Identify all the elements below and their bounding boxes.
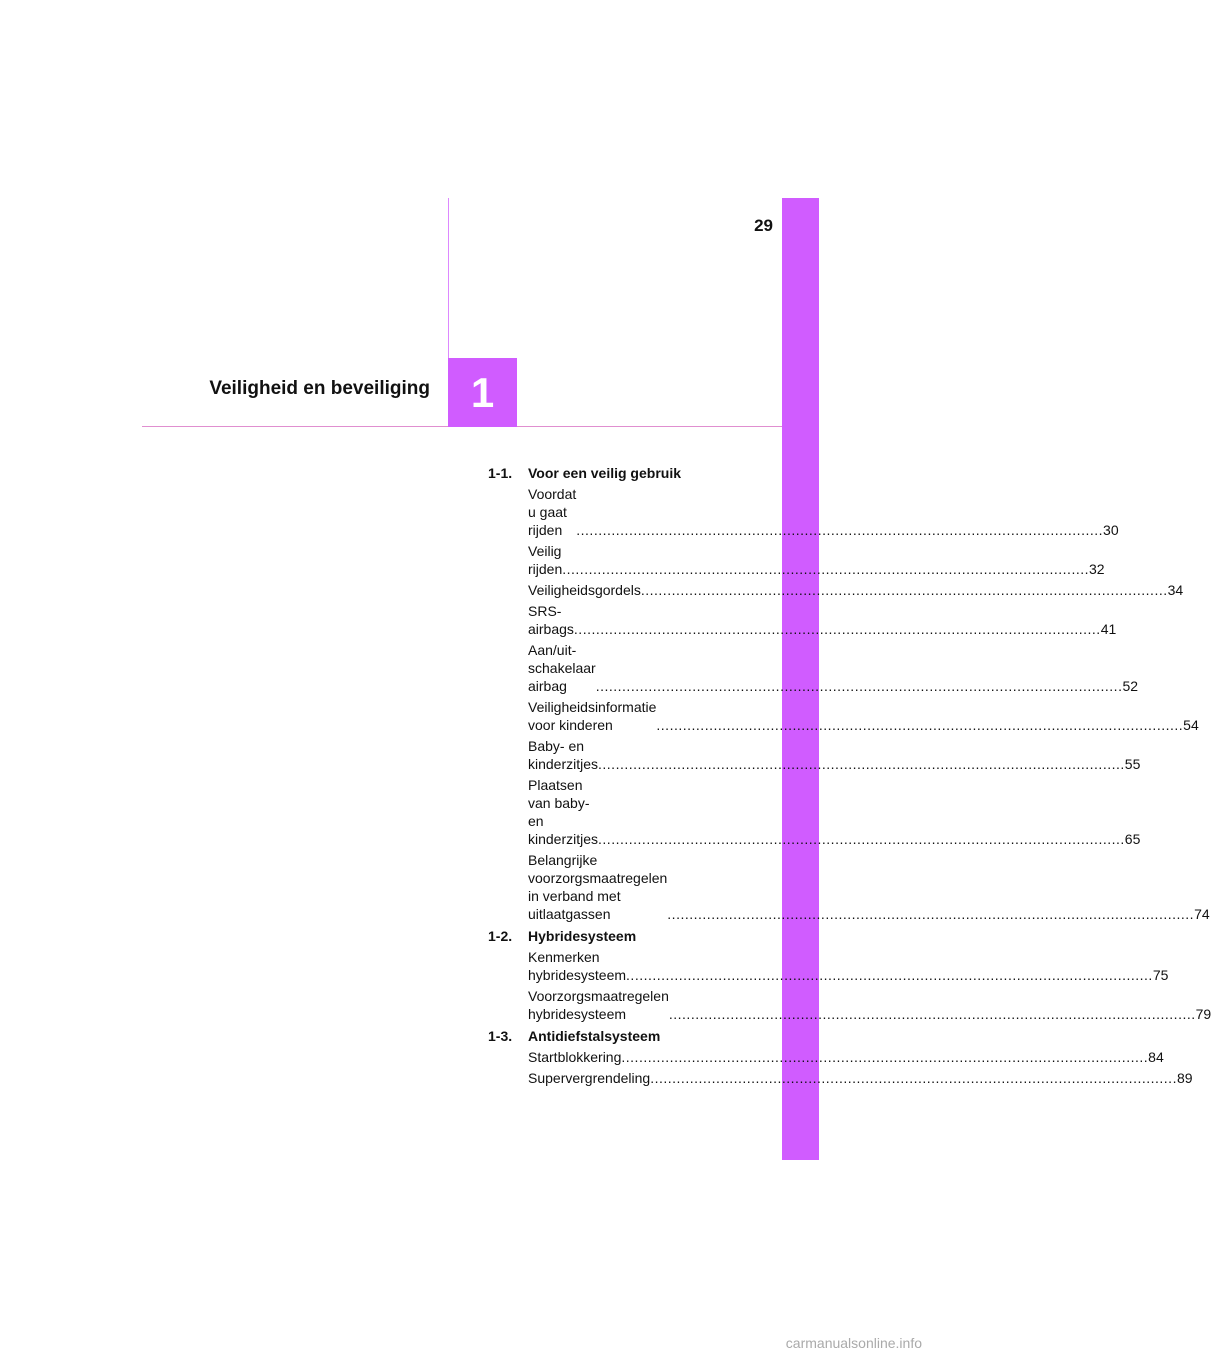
toc-entry[interactable] xyxy=(528,776,1141,848)
toc-entry-page: 52 xyxy=(1122,678,1139,694)
toc-entry[interactable] xyxy=(528,602,1117,638)
toc-section-title: Voor een veilig gebruik xyxy=(528,465,682,481)
toc-entry[interactable] xyxy=(528,1048,1164,1066)
toc-leader-dots: ........................................................................................................................ xyxy=(573,621,1101,637)
toc-entry-title: Aan/uit-schakelaar airbag xyxy=(528,642,596,694)
toc-section-heading xyxy=(488,464,744,482)
toc-entry-title: Startblokkering xyxy=(528,1049,622,1065)
toc-entry-page: 34 xyxy=(1167,582,1184,598)
toc-entry-title: Veiligheidsinformatie voor kinderen xyxy=(528,699,657,733)
toc-entry-page: 89 xyxy=(1176,1070,1193,1086)
toc-entry[interactable] xyxy=(528,737,1141,773)
toc-section-number: 1-3. xyxy=(488,1028,513,1044)
toc-section-1-1 xyxy=(488,464,1210,923)
toc-section-1-3 xyxy=(488,1027,1193,1087)
page-number: 29 xyxy=(754,216,773,235)
toc-leader-dots: ........................................................................................................................ xyxy=(656,717,1184,733)
vertical-rule xyxy=(448,198,449,358)
chapter-number: 1 xyxy=(470,368,495,416)
toc-entry[interactable] xyxy=(528,581,1184,599)
toc-entry[interactable] xyxy=(528,987,1211,1023)
section-title: Veiligheid en beveiliging xyxy=(209,378,430,399)
chapter-number-box xyxy=(448,358,517,427)
toc-entry[interactable] xyxy=(528,485,1119,539)
toc-entry[interactable] xyxy=(528,948,1169,984)
toc-entry[interactable] xyxy=(528,641,1139,695)
toc-section-number: 1-1. xyxy=(488,465,513,481)
toc-entry-title: Plaatsen van baby- en kinderzitjes xyxy=(528,777,599,847)
toc-entry-page: 74 xyxy=(1194,906,1210,922)
toc-entry[interactable] xyxy=(528,542,1105,578)
toc-entry-title: Voorzorgsmaatregelen hybridesysteem xyxy=(528,988,669,1022)
toc-entry-page: 30 xyxy=(1103,522,1119,538)
table-of-contents xyxy=(488,460,1211,1090)
toc-section-number: 1-2. xyxy=(488,928,513,944)
toc-leader-dots: ........................................................................................................................ xyxy=(621,1049,1149,1065)
toc-entry-title: Baby- en kinderzitjes xyxy=(528,738,599,772)
toc-entry-page: 54 xyxy=(1183,717,1199,733)
toc-leader-dots: ........................................................................................................................ xyxy=(667,906,1195,922)
watermark: carmanualsonline.info xyxy=(785,1335,922,1351)
toc-entry-title: Kenmerken hybridesysteem xyxy=(528,949,627,983)
toc-entry-page: 32 xyxy=(1089,561,1105,577)
toc-entry-page: 79 xyxy=(1195,1006,1211,1022)
toc-leader-dots: ........................................................................................................................ xyxy=(626,967,1153,983)
toc-entry-title: Voordat u gaat rijden xyxy=(528,486,577,538)
toc-entry[interactable] xyxy=(528,851,1210,923)
toc-section-1-2 xyxy=(488,927,1211,1023)
toc-entry-title: SRS-airbags xyxy=(528,603,574,637)
toc-entry-page: 41 xyxy=(1100,621,1117,637)
toc-entry-title: Belangrijke voorzorgsmaatregelen in verband met uitlaatgassen xyxy=(528,852,668,922)
toc-entry-page: 65 xyxy=(1124,831,1141,847)
toc-leader-dots: ........................................................................................................................ xyxy=(598,756,1125,772)
toc-leader-dots: ........................................................................................................................ xyxy=(598,831,1125,847)
toc-entry-page: 55 xyxy=(1124,756,1141,772)
toc-section-title: Hybridesysteem xyxy=(528,928,637,944)
toc-entry-title: Veilig rijden xyxy=(528,543,563,577)
toc-entry-page: 84 xyxy=(1148,1049,1164,1065)
toc-leader-dots: ........................................................................................................................ xyxy=(576,522,1104,538)
toc-leader-dots: ........................................................................................................................ xyxy=(640,582,1168,598)
toc-section-title: Antidiefstalsysteem xyxy=(528,1028,661,1044)
toc-leader-dots: ........................................................................................................................ xyxy=(595,678,1123,694)
toc-entry-title: Veiligheidsgordels xyxy=(528,582,641,598)
toc-leader-dots: ........................................................................................................................ xyxy=(650,1070,1177,1086)
toc-section-heading xyxy=(488,1027,744,1045)
toc-entry[interactable] xyxy=(528,698,1199,734)
toc-leader-dots: ........................................................................................................................ xyxy=(668,1006,1196,1022)
toc-leader-dots: ........................................................................................................................ xyxy=(562,561,1090,577)
toc-section-heading xyxy=(488,927,744,945)
toc-entry[interactable] xyxy=(528,1069,1193,1087)
toc-entry-page: 75 xyxy=(1152,967,1169,983)
toc-entry-title: Supervergrendeling xyxy=(528,1070,651,1086)
